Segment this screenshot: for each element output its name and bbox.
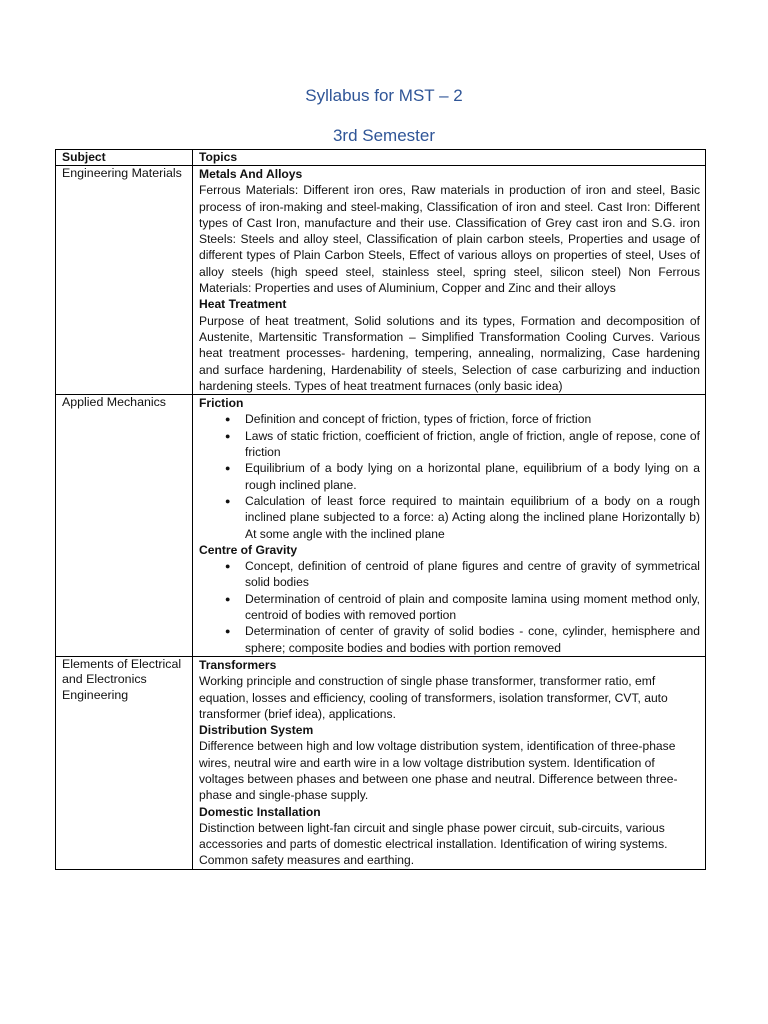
semester-heading: 3rd Semester bbox=[332, 126, 436, 145]
bullet-list bbox=[199, 558, 700, 656]
topics-cell bbox=[193, 166, 706, 395]
list-item: ● Equilibrium of a body lying on a horizontal plane, equilibrium of a body lying on a rough inclined plane. bbox=[225, 461, 700, 492]
subject-column-header: Subject bbox=[56, 150, 193, 166]
section-heading: Friction bbox=[199, 396, 244, 411]
subject-cell: Applied Mechanics bbox=[56, 395, 193, 657]
topics-cell bbox=[193, 395, 706, 657]
bullet-icon: ● bbox=[225, 463, 231, 474]
subject-cell: Elements of Electrical and Electronics Engineering bbox=[56, 656, 193, 869]
list-item: ● Determination of center of gravity of solid bodies - cone, cylinder, hemisphere and sphere; composite bodies and bodies with portion removed bbox=[225, 624, 700, 655]
section-heading: Distribution System bbox=[199, 723, 314, 738]
list-item: ● Concept, definition of centroid of plane figures and centre of gravity of symmetrical solid bodies bbox=[225, 559, 700, 590]
list-item: ● Definition and concept of friction, types of friction, force of friction bbox=[225, 412, 592, 427]
section-text: Working principle and construction of single phase transformer, transformer ratio, emf equation, losses and efficiency, cooling of transformers, isolation transformer, CVT, auto transformer (brief idea), applications. bbox=[199, 674, 668, 721]
bullet-icon: ● bbox=[225, 561, 231, 572]
list-item: ● Calculation of least force required to maintain equilibrium of a body on a rough inclined plane subjected to a force: a) Acting along the inclined plane Horizontally b) At some angle with the inclined plane bbox=[225, 493, 700, 541]
section-heading: Heat Treatment bbox=[199, 297, 287, 312]
list-item: ● Determination of centroid of plain and composite lamina using moment method only, centroid of bodies with removed portion bbox=[225, 591, 700, 623]
topics-cell bbox=[193, 656, 706, 869]
bullet-icon: ● bbox=[225, 430, 231, 441]
section-heading: Centre of Gravity bbox=[199, 542, 298, 557]
section-text: Purpose of heat treatment, Solid solutions and its types, Formation and decomposition of Austenite, Martensitic Transformation – Simplified Transformation Cooling Curves. Various heat treatment processes- hardening, tempering, annealing, normalizing, Case hardening and surface hardening, Hardenability of steels, Selection of case carburizing and induction hardening steels. Types of heat treatment furnaces (only basic idea) bbox=[199, 313, 700, 393]
list-item: ● Laws of static friction, coefficient of friction, angle of friction, angle of repose, cone of friction bbox=[225, 428, 700, 460]
table-row bbox=[56, 166, 706, 395]
syllabus-table bbox=[55, 149, 706, 870]
subject-cell: Engineering Materials bbox=[56, 166, 193, 395]
section-heading: Domestic Installation bbox=[199, 804, 321, 819]
bullet-icon: ● bbox=[225, 626, 231, 637]
bullet-list bbox=[199, 411, 700, 541]
section-text: Difference between high and low voltage distribution system, identification of three-phase wires, neutral wire and earth wire in a low voltage distribution system. Identification of voltages between phases and between one phase and neutral. Difference between three-phase and single-phase supply. bbox=[199, 739, 678, 803]
topics-column-header: Topics bbox=[193, 150, 706, 166]
document-title: Syllabus for MST – 2 bbox=[305, 86, 463, 105]
section-heading: Transformers bbox=[199, 657, 277, 672]
bullet-icon: ● bbox=[225, 593, 231, 604]
table-row bbox=[56, 656, 706, 869]
bullet-icon: ● bbox=[225, 414, 231, 425]
table-row bbox=[56, 395, 706, 657]
section-text: Distinction between light-fan circuit and single phase power circuit, sub-circuits, various accessories and parts of domestic electrical installation. Identification of wiring systems. Common safety measures and earthing. bbox=[199, 820, 668, 868]
table-header-row bbox=[56, 150, 706, 166]
bullet-icon: ● bbox=[225, 495, 231, 506]
section-text: Ferrous Materials: Different iron ores, Raw materials in production of iron and steel, Basic process of iron-making and steel-making, Classification of iron and steel. Cast Iron: Different types of Cast Iron, manufacture and their use. Classification of Grey cast iron and S.G. iron Steels: Steels and alloy steel, Classification of plain carbon steels, Properties and usage of different types of Plain Carbon Steels, Effect of various alloys on properties of steel, Uses of alloy steels (high speed steel, stainless steel, spring steel, silicon steel) Non Ferrous Materials: Properties and uses of Aluminium, Copper and Zinc and their alloys bbox=[199, 183, 700, 296]
section-heading: Metals And Alloys bbox=[199, 167, 303, 181]
